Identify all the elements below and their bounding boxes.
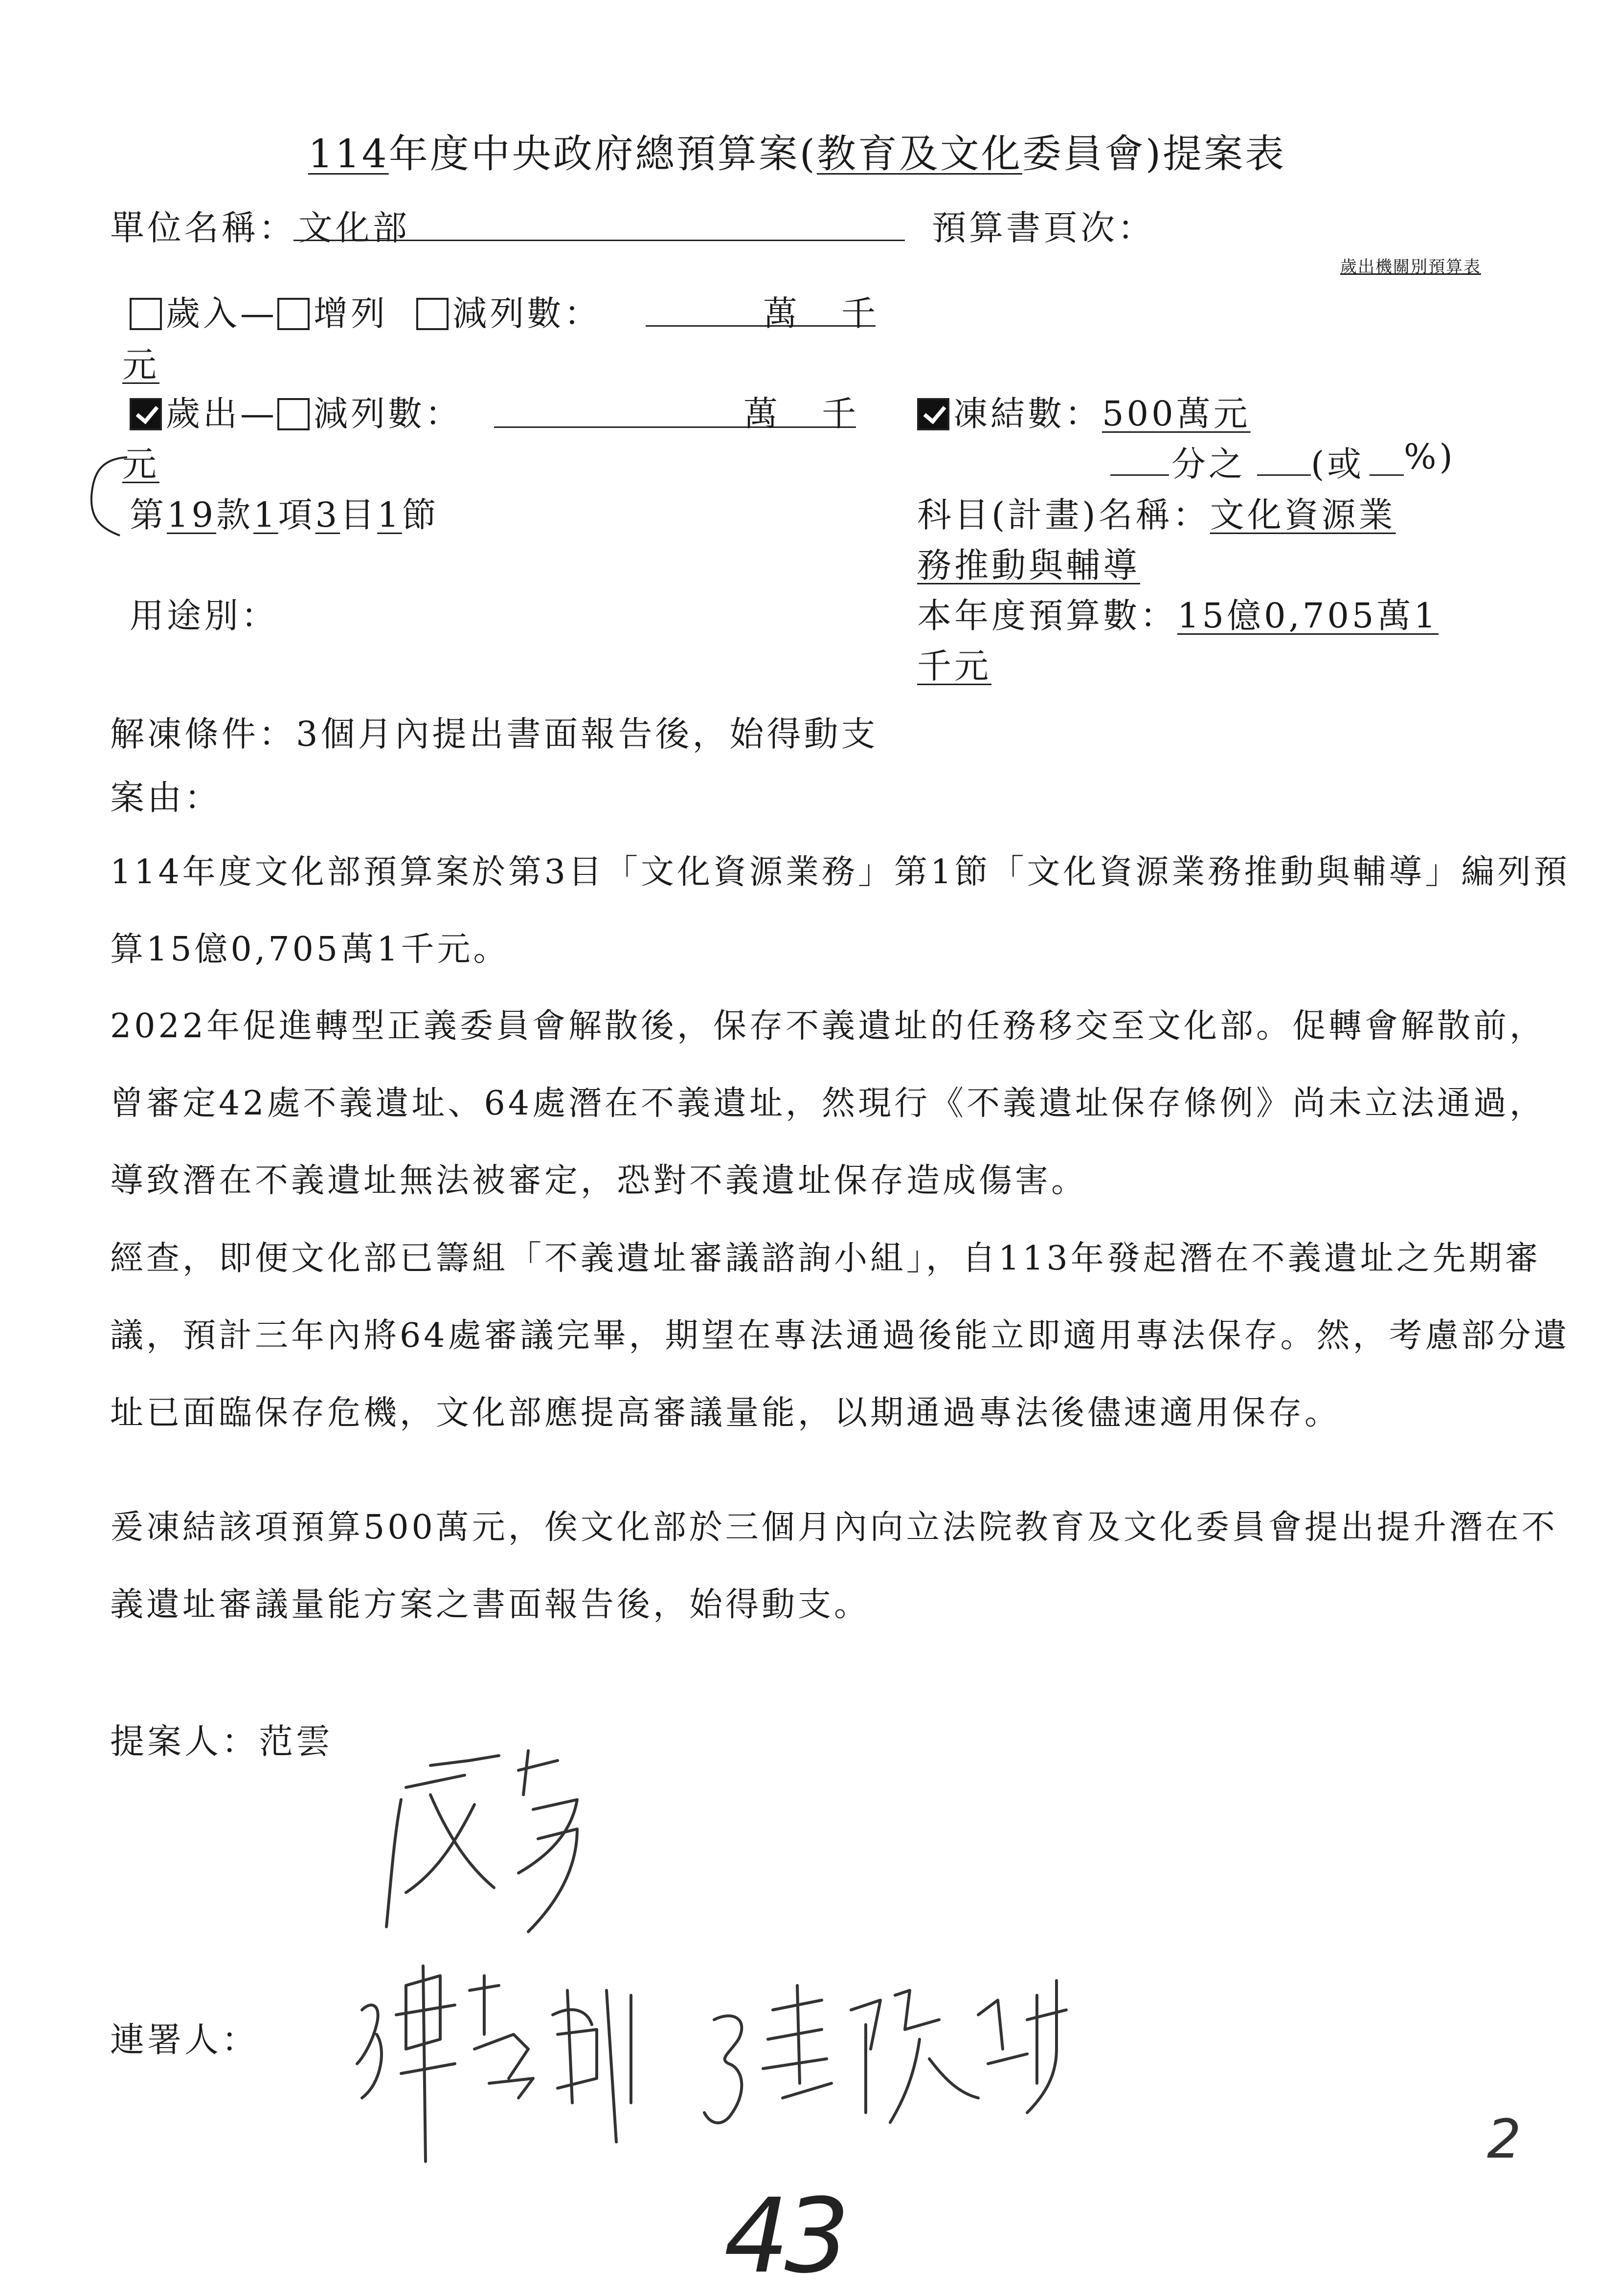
fraction-blank-2: [1257, 474, 1311, 476]
unit-value: 文化部: [298, 208, 410, 248]
fraction-text-a: 分之: [1171, 444, 1246, 484]
paragraph-1: 114年度文化部預算案於第3目「文化資源業務」第1節「文化資源業務推動與輔導」編列預算15億0,705萬1千元。: [110, 853, 1570, 969]
income-checkbox[interactable]: [130, 298, 162, 330]
expense-qian: 千: [822, 394, 859, 434]
paragraph-3: 經查，即便文化部已籌組「不義遺址審議諮詢小組」，自113年發起潛在不義遺址之先期審議，預計三年內將64處審議完畢，期望在專法通過後能立即適用專法保存。然，考慮部分遺址已面臨保存危機，文化部應提高審議量能，以期通過專法後儘速適用保存。: [110, 1239, 1570, 1432]
unit-label: 單位名稱：: [110, 208, 296, 248]
fraction-blank-1: [1110, 474, 1169, 476]
usage-label: 用途別：: [130, 596, 278, 636]
subject-label: 科目(計畫)名稱：文化資源業: [917, 495, 1396, 535]
page-number: 43: [724, 2176, 845, 2296]
cosigner-label: 連署人：: [110, 2020, 259, 2060]
title-committee: 教育及文化: [816, 131, 1022, 177]
corner-mark: 2: [1487, 2108, 1521, 2170]
title-part: 年度中央政府總預算案(: [388, 131, 817, 177]
fraction-text-b: (或: [1311, 444, 1365, 484]
expense-amount-underline: [494, 426, 856, 428]
paragraph-2: 2022年促進轉型正義委員會解散後，保存不義遺址的任務移交至文化部。促轉會解散前，曾審定42處不義遺址、64處潛在不義遺址，然現行《不義遺址保存條例》尚未立法通過，導致潛在不義遺址無法被審定，恐對不義遺址保存造成傷害。: [110, 1007, 1546, 1200]
proposer-signature: [372, 1741, 597, 1946]
income-row: 歲入— 增列 減列數：: [130, 286, 601, 335]
title-part: 委員會)提案表: [1022, 131, 1286, 177]
annual-budget: 本年度預算數：15億0,705萬1: [917, 596, 1439, 636]
income-yuan: 元: [122, 345, 159, 385]
income-qian: 千: [841, 293, 878, 334]
freeze-row: 凍結數：500萬元: [917, 386, 1251, 436]
unit-underline: [293, 240, 905, 241]
unfreeze-condition: 解凍條件：3個月內提出書面報告後，始得動支: [110, 714, 878, 754]
title-year: 114: [308, 131, 389, 177]
expense-decrease-checkbox[interactable]: [277, 398, 310, 430]
page-label: 預算書頁次：: [932, 208, 1155, 248]
subject-value-1: 文化資源業: [1210, 495, 1396, 535]
expense-row: 歲出— 減列數：: [130, 386, 462, 436]
income-decrease-checkbox[interactable]: [416, 298, 449, 330]
expense-checkbox[interactable]: [130, 398, 162, 430]
expense-wan: 萬: [743, 394, 781, 434]
fraction-text-c: %): [1404, 437, 1456, 477]
expense-yuan: 元: [122, 444, 159, 484]
budget-item: 第19款1項3目1節: [130, 495, 439, 535]
proposer-name: 范雲: [259, 1721, 333, 1761]
cosigner-signatures: [342, 1937, 1115, 2171]
freeze-checkbox[interactable]: [917, 398, 949, 430]
bracket-mark: [81, 450, 135, 548]
subject-value-2: 務推動與輔導: [917, 545, 1140, 585]
table-note: 歲出機關別預算表: [1340, 257, 1481, 277]
income-wan: 萬: [763, 293, 800, 334]
annual-budget-value-2: 千元: [917, 646, 991, 686]
proposer: 提案人：范雲: [110, 1721, 333, 1761]
increase-checkbox[interactable]: [277, 298, 310, 330]
freeze-value: 500萬元: [1102, 394, 1251, 434]
page-title: [308, 122, 1286, 178]
paragraph-4: 爰凍結該項預算500萬元，俟文化部於三個月內向立法院教育及文化委員會提出提升潛在不義遺址審議量能方案之書面報告後，始得動支。: [110, 1508, 1558, 1624]
fraction-blank-3: [1370, 474, 1404, 476]
reason-label: 案由：: [110, 778, 222, 818]
annual-budget-value-1: 15億0,705萬1: [1177, 596, 1439, 636]
